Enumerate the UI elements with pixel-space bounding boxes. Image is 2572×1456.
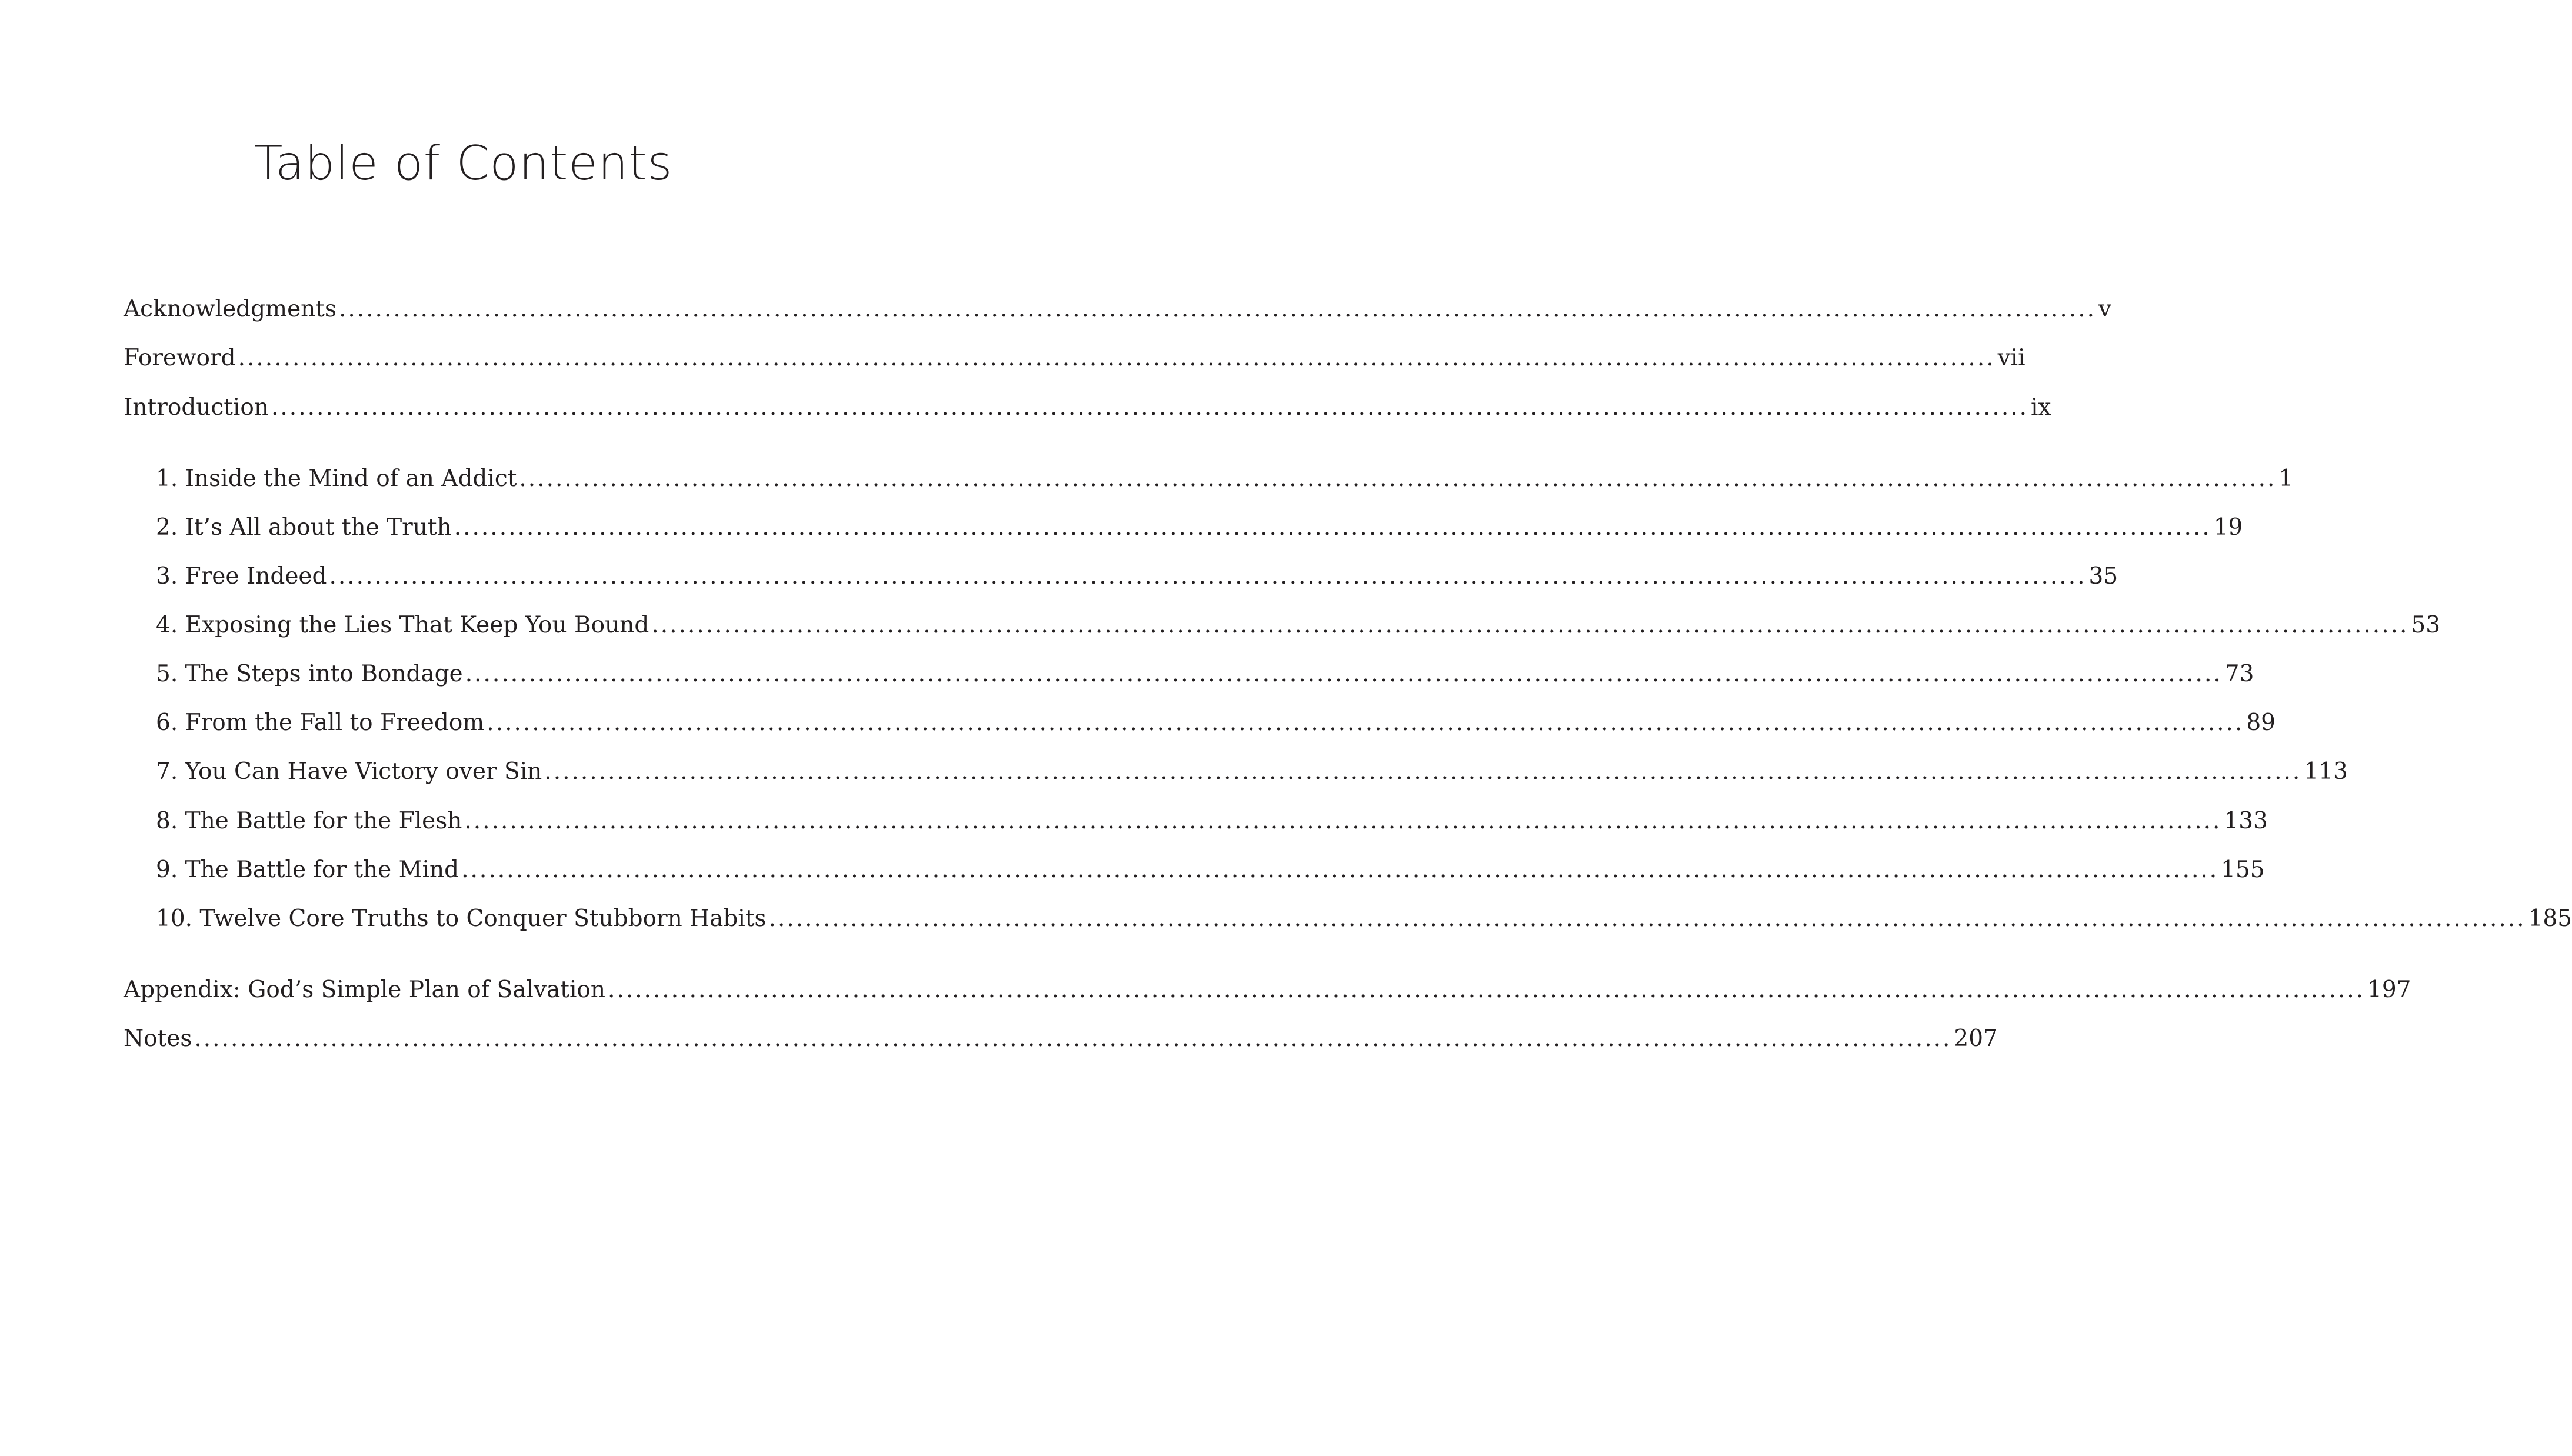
dot-leader: .................................................................................................................................................................................................. (544, 758, 2302, 785)
toc-entry-page: 53 (2411, 612, 2441, 638)
toc-entry-chapter-5[interactable] (156, 657, 2254, 692)
toc-entry-label: 10. Twelve Core Truths to Conquer Stubborn Habits (156, 905, 767, 932)
toc-entry-page: 35 (2088, 563, 2118, 589)
toc-entry-foreword[interactable] (124, 341, 2025, 376)
toc-entry-page: 1 (2278, 465, 2294, 492)
dot-leader: .................................................................................................................................................................................................. (464, 808, 2222, 834)
toc-entry-chapter-2[interactable] (156, 510, 2243, 545)
toc-entry-label: 5. The Steps into Bondage (156, 661, 463, 687)
toc-entry-chapter-1[interactable] (156, 461, 2294, 497)
toc-entry-label: 8. The Battle for the Flesh (156, 808, 462, 834)
toc-entry-chapter-4[interactable] (156, 608, 2441, 643)
dot-leader: .................................................................................................................................................................................................. (608, 977, 2366, 1003)
toc-entry-label: 1. Inside the Mind of an Addict (156, 465, 517, 492)
toc-entry-page: 207 (1954, 1025, 1998, 1052)
toc-entry-page: 89 (2246, 709, 2276, 736)
toc-entry-page: 155 (2221, 857, 2265, 883)
toc-entry-label: 9. The Battle for the Mind (156, 857, 459, 883)
toc-entry-page: v (2098, 296, 2112, 322)
toc-entry-page: 19 (2213, 514, 2243, 541)
dot-leader: .................................................................................................................................................................................................. (519, 465, 2277, 492)
dot-leader: .................................................................................................................................................................................................. (238, 345, 1995, 371)
toc-entry-label: 6. From the Fall to Freedom (156, 709, 485, 736)
toc-entry-acknowledgments[interactable] (124, 292, 2112, 327)
toc-entry-appendix[interactable] (124, 972, 2411, 1008)
dot-leader: .................................................................................................................................................................................................. (194, 1025, 1952, 1052)
toc-entry-page: 185 (2528, 905, 2572, 932)
dot-leader: .................................................................................................................................................................................................. (465, 661, 2223, 687)
dot-leader: .................................................................................................................................................................................................. (487, 709, 2244, 736)
dot-leader: .................................................................................................................................................................................................. (461, 857, 2219, 883)
dot-leader: .................................................................................................................................................................................................. (454, 514, 2211, 541)
toc-entry-page: 113 (2304, 758, 2348, 785)
toc-entry-label: Acknowledgments (124, 296, 337, 322)
toc-entry-chapter-9[interactable] (156, 852, 2265, 888)
toc-entry-chapter-6[interactable] (156, 705, 2276, 741)
dot-leader: .................................................................................................................................................................................................. (768, 905, 2526, 932)
dot-leader: .................................................................................................................................................................................................. (271, 394, 2029, 421)
toc-entry-chapter-3[interactable] (156, 559, 2118, 594)
toc-entry-notes[interactable] (124, 1021, 1998, 1057)
toc-entry-page: vii (1997, 345, 2025, 371)
toc-entry-page: 197 (2367, 977, 2411, 1003)
toc-entry-label: 3. Free Indeed (156, 563, 327, 589)
toc-entry-label: Foreword (124, 345, 236, 371)
toc-entry-label: Introduction (124, 394, 269, 421)
toc-entry-label: 4. Exposing the Lies That Keep You Bound (156, 612, 649, 638)
toc-entry-label: 7. You Can Have Victory over Sin (156, 758, 542, 785)
page-title: Table of Contents (254, 136, 673, 191)
toc-entry-chapter-10[interactable] (156, 901, 2572, 937)
toc-entry-label: 2. It’s All about the Truth (156, 514, 452, 541)
toc-entry-introduction[interactable] (124, 390, 2051, 425)
toc-entry-chapter-7[interactable] (156, 754, 2348, 789)
toc-entry-chapter-8[interactable] (156, 804, 2268, 839)
dot-leader: .................................................................................................................................................................................................. (651, 612, 2409, 638)
toc-entry-page: ix (2031, 394, 2051, 421)
toc-entry-page: 133 (2224, 808, 2268, 834)
dot-leader: .................................................................................................................................................................................................. (338, 296, 2096, 322)
dot-leader: .................................................................................................................................................................................................. (329, 563, 2087, 589)
toc-entry-label: Appendix: God’s Simple Plan of Salvation (124, 977, 606, 1003)
toc-entry-label: Notes (124, 1025, 192, 1052)
toc-entry-page: 73 (2224, 661, 2254, 687)
